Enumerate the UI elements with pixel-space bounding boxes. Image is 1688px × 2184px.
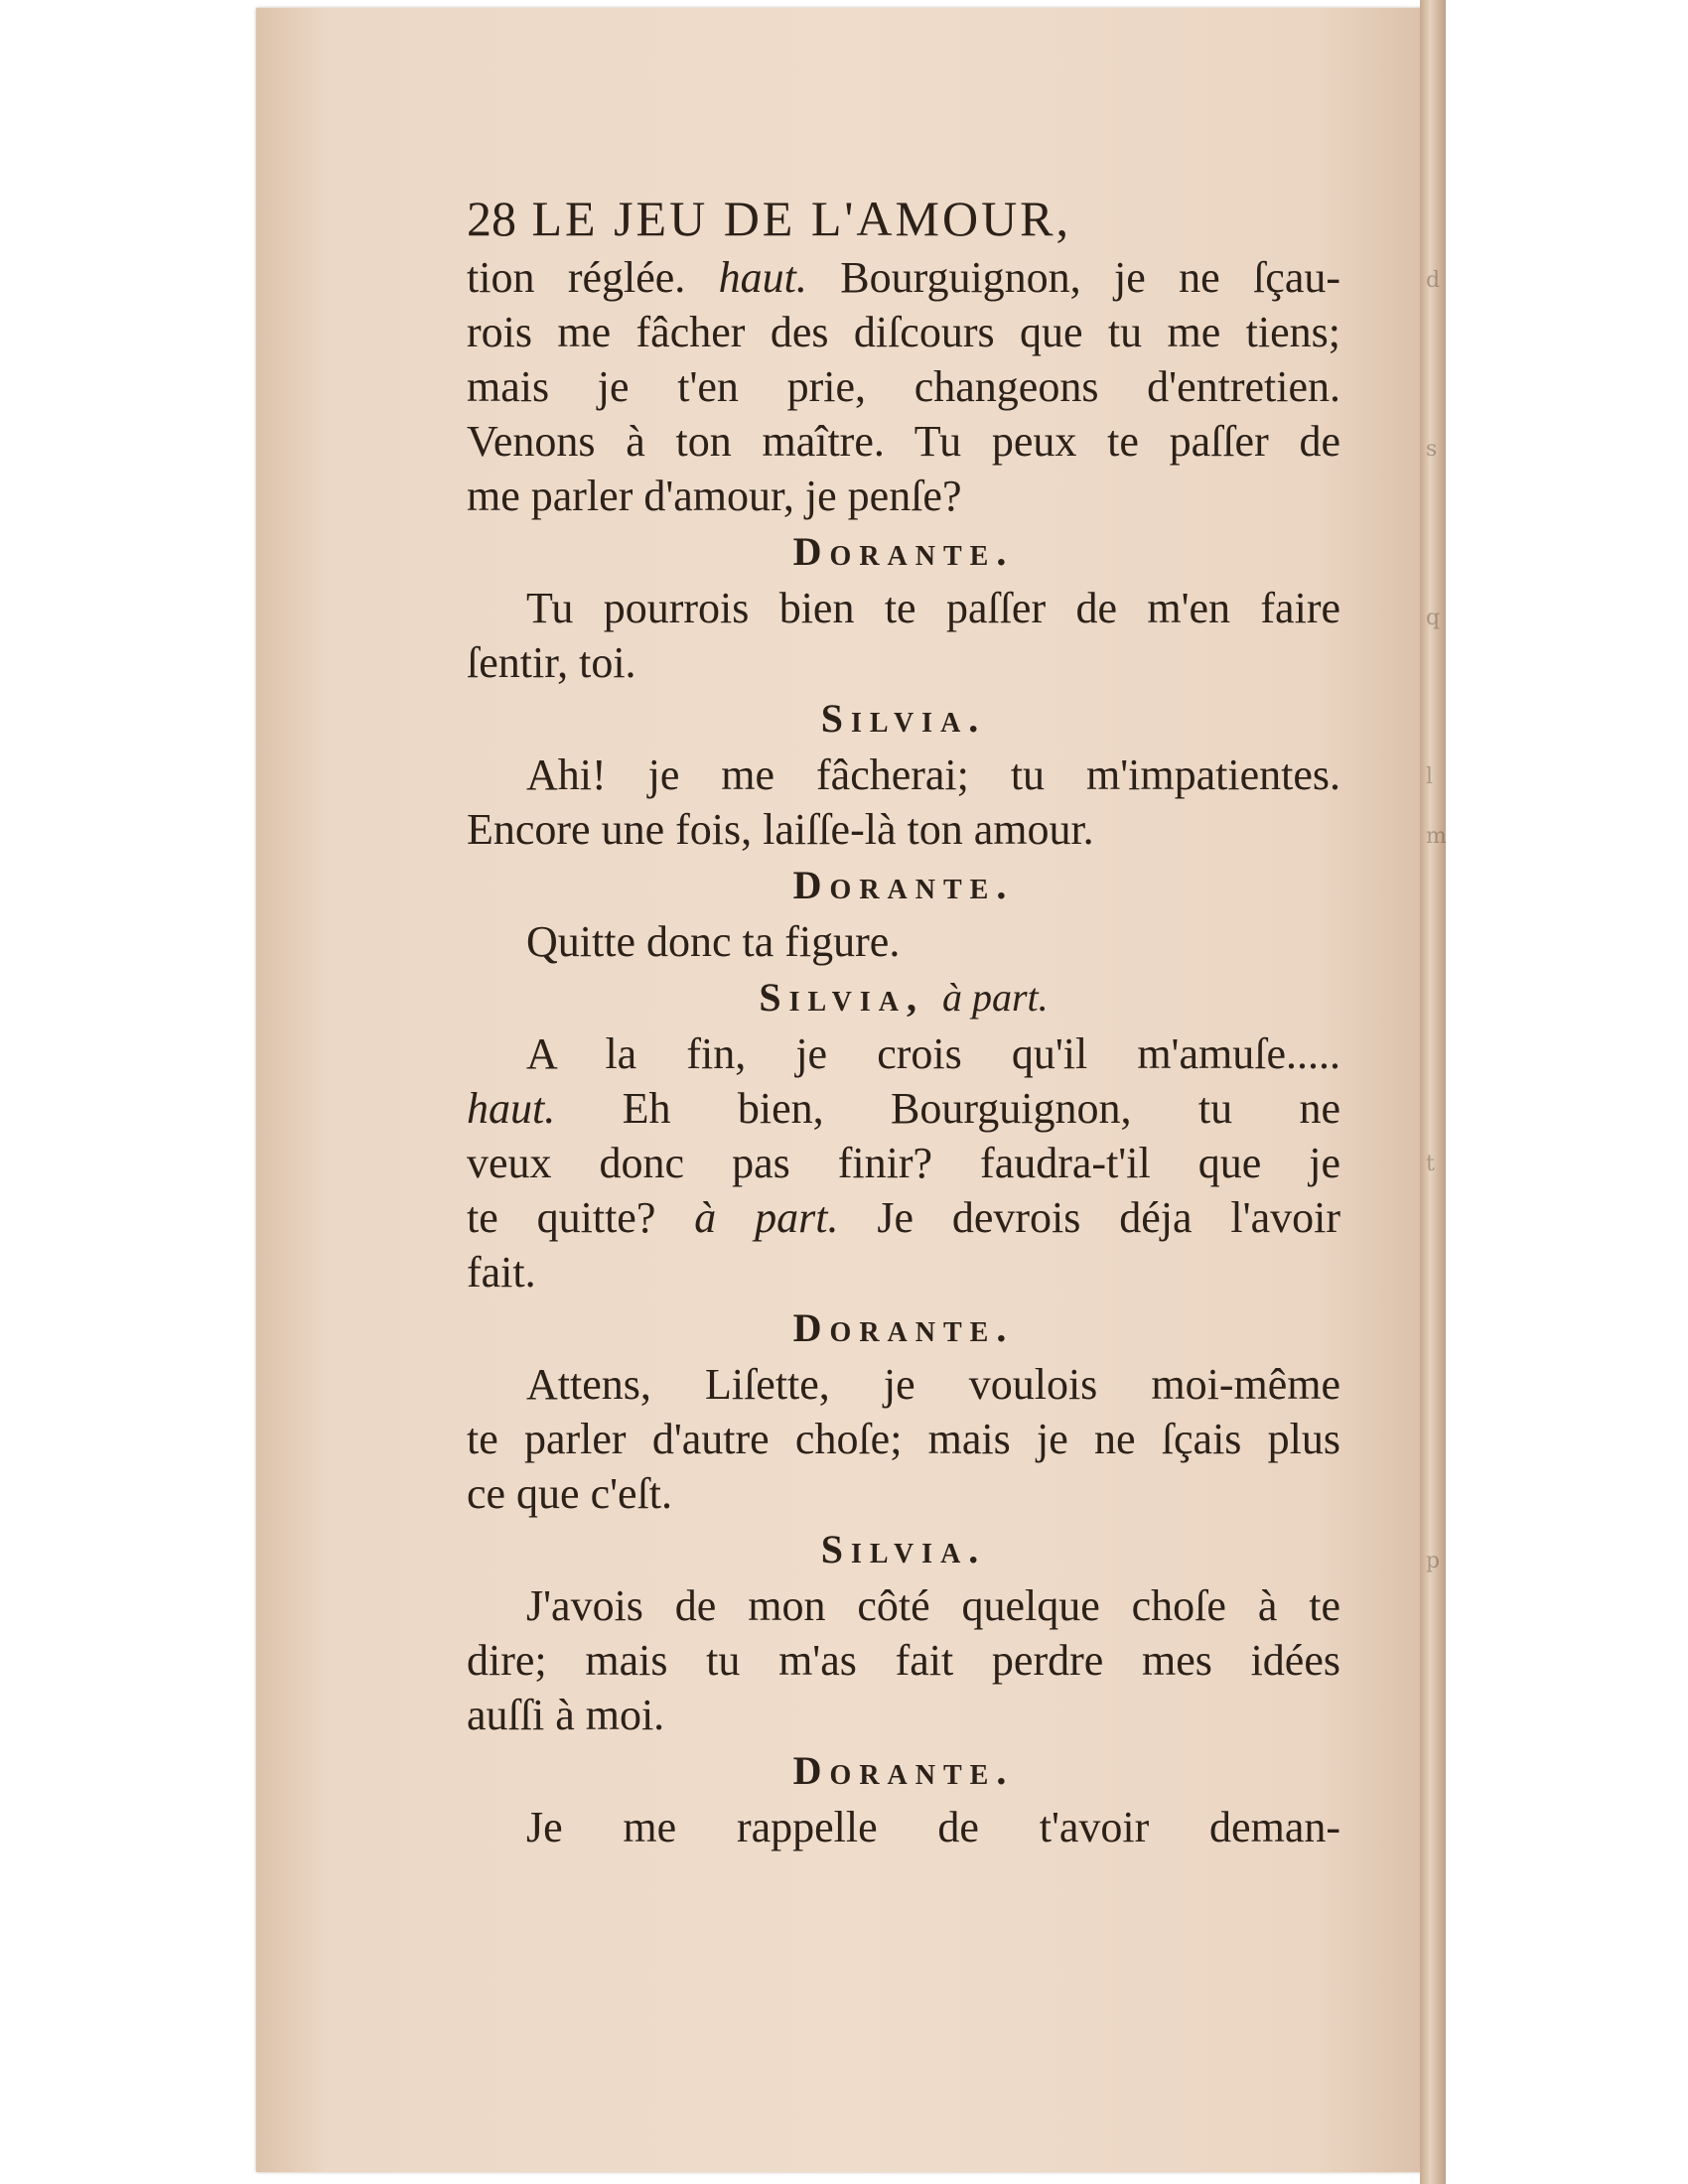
edge-ink-mark: p (1426, 1549, 1441, 1573)
speaker-name: Dorante. (792, 529, 1015, 574)
text-line: me parler d'amour, je penſe? (467, 472, 962, 520)
running-header (467, 189, 1340, 248)
text-line: Encore une fois, laiſſe-là ton amour. (467, 805, 1094, 854)
edge-ink-mark: l (1426, 764, 1434, 789)
text-line: J'avois de mon côté quelque choſe à te (526, 1581, 1340, 1630)
text-line: te quitte? à part. Je devrois déja l'avoir (467, 1193, 1340, 1242)
text-line: Attens, Liſette, je voulois moi-même (526, 1360, 1340, 1409)
running-title: LE JEU DE L'AMOUR, (531, 191, 1072, 246)
edge-ink-mark: t (1426, 1152, 1435, 1176)
stage-direction: haut. (718, 253, 807, 302)
stage-direction: haut. (467, 1084, 556, 1133)
speaker-name: Silvia. (820, 696, 987, 741)
next-page-edge (1420, 0, 1446, 2184)
text-line: Venons à ton maître. Tu peux te paſſer de (467, 417, 1340, 466)
text-line: dire; mais tu m'as fait perdre mes idées (467, 1636, 1340, 1685)
text-line: Je me rappelle de t'avoir deman- (526, 1803, 1340, 1851)
text-line: haut. Eh bien, Bourguignon, tu ne (467, 1084, 1340, 1133)
text-line: Tu pourrois bien te paſſer de m'en faire (526, 584, 1340, 632)
speaker-name: Dorante. (792, 863, 1015, 907)
speaker-name: Silvia, à part. (759, 975, 1049, 1020)
text-line: ſentir, toi. (467, 638, 636, 687)
text-line: auſſi à moi. (467, 1691, 665, 1739)
text-line: rois me fâcher des diſcours que tu me tiens; (467, 308, 1340, 356)
speaker-name: Dorante. (792, 1748, 1015, 1793)
edge-ink-mark: q (1426, 606, 1441, 630)
page-number: 28 (467, 191, 516, 246)
text-line: A la fin, je crois qu'il m'amuſe..... (526, 1029, 1340, 1078)
text-line: te parler d'autre choſe; mais je ne ſçais plus (467, 1415, 1340, 1463)
text-line: veux donc pas finir? faudra-t'il que je (467, 1139, 1340, 1187)
edge-ink-mark: d (1426, 268, 1441, 293)
text-line: fait. (467, 1248, 536, 1297)
edge-ink-mark: s (1426, 437, 1438, 462)
edge-ink-mark: m (1426, 824, 1447, 849)
speaker-name: Silvia. (820, 1527, 987, 1571)
text-line: Ahi! je me fâcherai; tu m'impatientes. (526, 751, 1340, 799)
text-line: Quitte donc ta figure. (526, 917, 901, 966)
speaker-name: Dorante. (792, 1305, 1015, 1350)
text-line: tion réglée. haut. Bourguignon, je ne ſçau- (467, 253, 1340, 302)
stage-direction: à part. (694, 1193, 839, 1242)
text-line: ce que c'eſt. (467, 1469, 673, 1518)
text-line: mais je t'en prie, changeons d'entretien. (467, 362, 1340, 411)
stage-direction: à part. (941, 975, 1049, 1020)
page-text (467, 189, 1340, 1854)
